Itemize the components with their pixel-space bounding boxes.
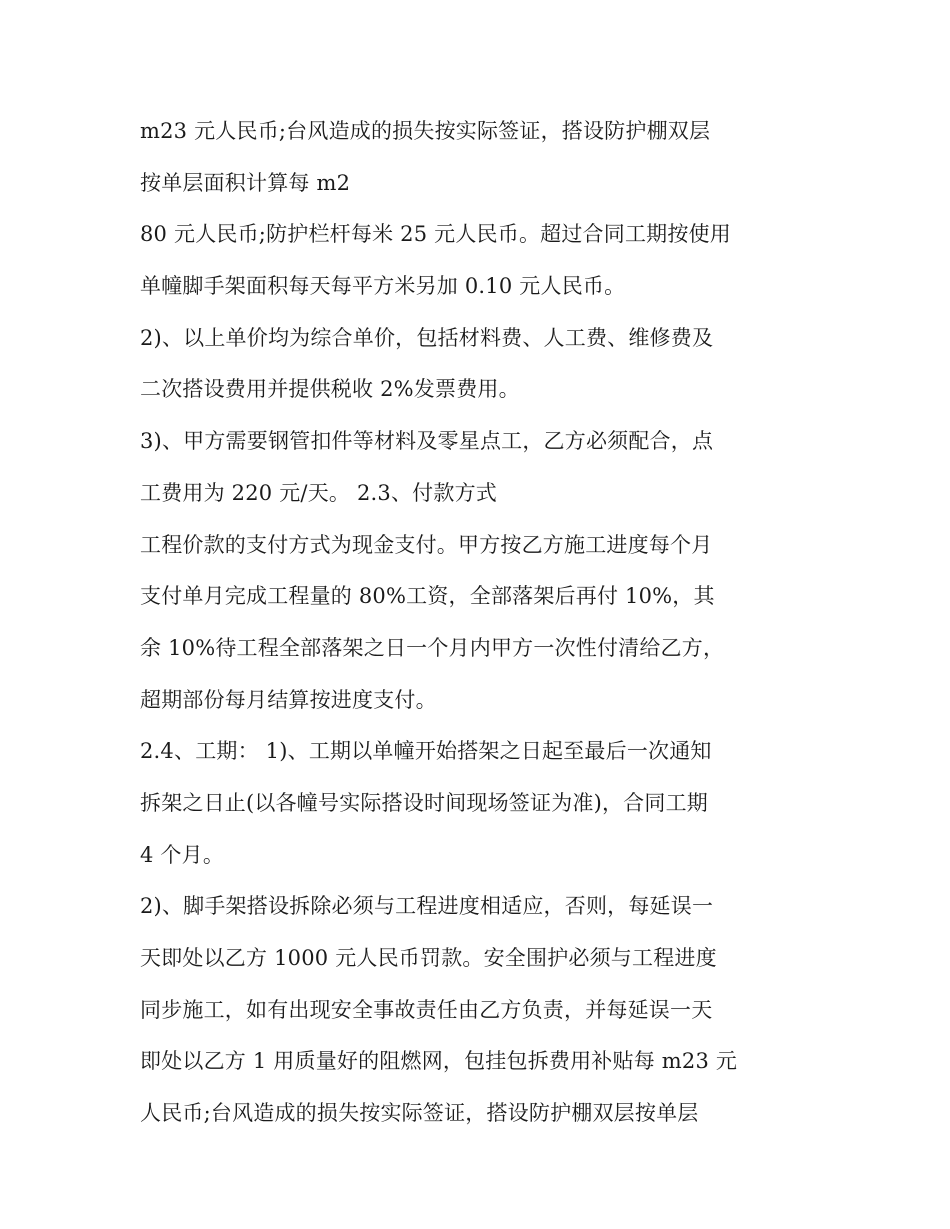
text-line: 超期部份每月结算按进度支付。 <box>140 687 437 712</box>
text-line: 拆架之日止(以各幢号实际搭设时间现场签证为准)，合同工期 <box>140 790 708 815</box>
text-line: 4 个月。 <box>140 842 225 867</box>
text-line: 即处以乙方 1 用质量好的阻燃网，包挂包拆费用补贴每 m23 元 <box>140 1049 738 1074</box>
text-line: 2)、脚手架搭设拆除必须与工程进度相适应，否则，每延误一 <box>140 894 714 919</box>
text-line: 80 元人民币;防护栏杆每米 25 元人民币。超过合同工期按使用 <box>140 222 731 247</box>
text-line: 工费用为 220 元/天。 2.3、付款方式 <box>140 480 497 505</box>
text-line: 支付单月完成工程量的 80%工资，全部落架后再付 10%，其 <box>140 584 715 609</box>
text-line: 余 10%待工程全部落架之日一个月内甲方一次性付清给乙方， <box>140 635 725 660</box>
text-line: 人民币;台风造成的损失按实际签证，搭设防护棚双层按单层 <box>140 1101 699 1126</box>
text-line: 单幢脚手架面积每天每平方米另加 0.10 元人民币。 <box>140 274 626 299</box>
text-line: 二次搭设费用并提供税收 2%发票费用。 <box>140 377 520 402</box>
document-body <box>140 106 820 1140</box>
text-line: 天即处以乙方 1000 元人民币罚款。安全围护必须与工程进度 <box>140 946 717 970</box>
text-line: 工程价款的支付方式为现金支付。甲方按乙方施工进度每个月 <box>140 532 713 557</box>
text-line: 同步施工，如有出现安全事故责任由乙方负责，并每延误一天 <box>140 997 713 1022</box>
text-line: 2)、以上单价均为综合单价，包括材料费、人工费、维修费及 <box>140 325 714 350</box>
text-line: 按单层面积计算每 m2 <box>140 170 351 195</box>
text-line: 2.4、工期： 1)、工期以单幢开始搭架之日起至最后一次通知 <box>140 739 712 764</box>
text-line: m23 元人民币;台风造成的损失按实际签证，搭设防护棚双层 <box>140 119 711 143</box>
text-line: 3)、甲方需要钢管扣件等材料及零星点工，乙方必须配合，点 <box>140 429 714 454</box>
